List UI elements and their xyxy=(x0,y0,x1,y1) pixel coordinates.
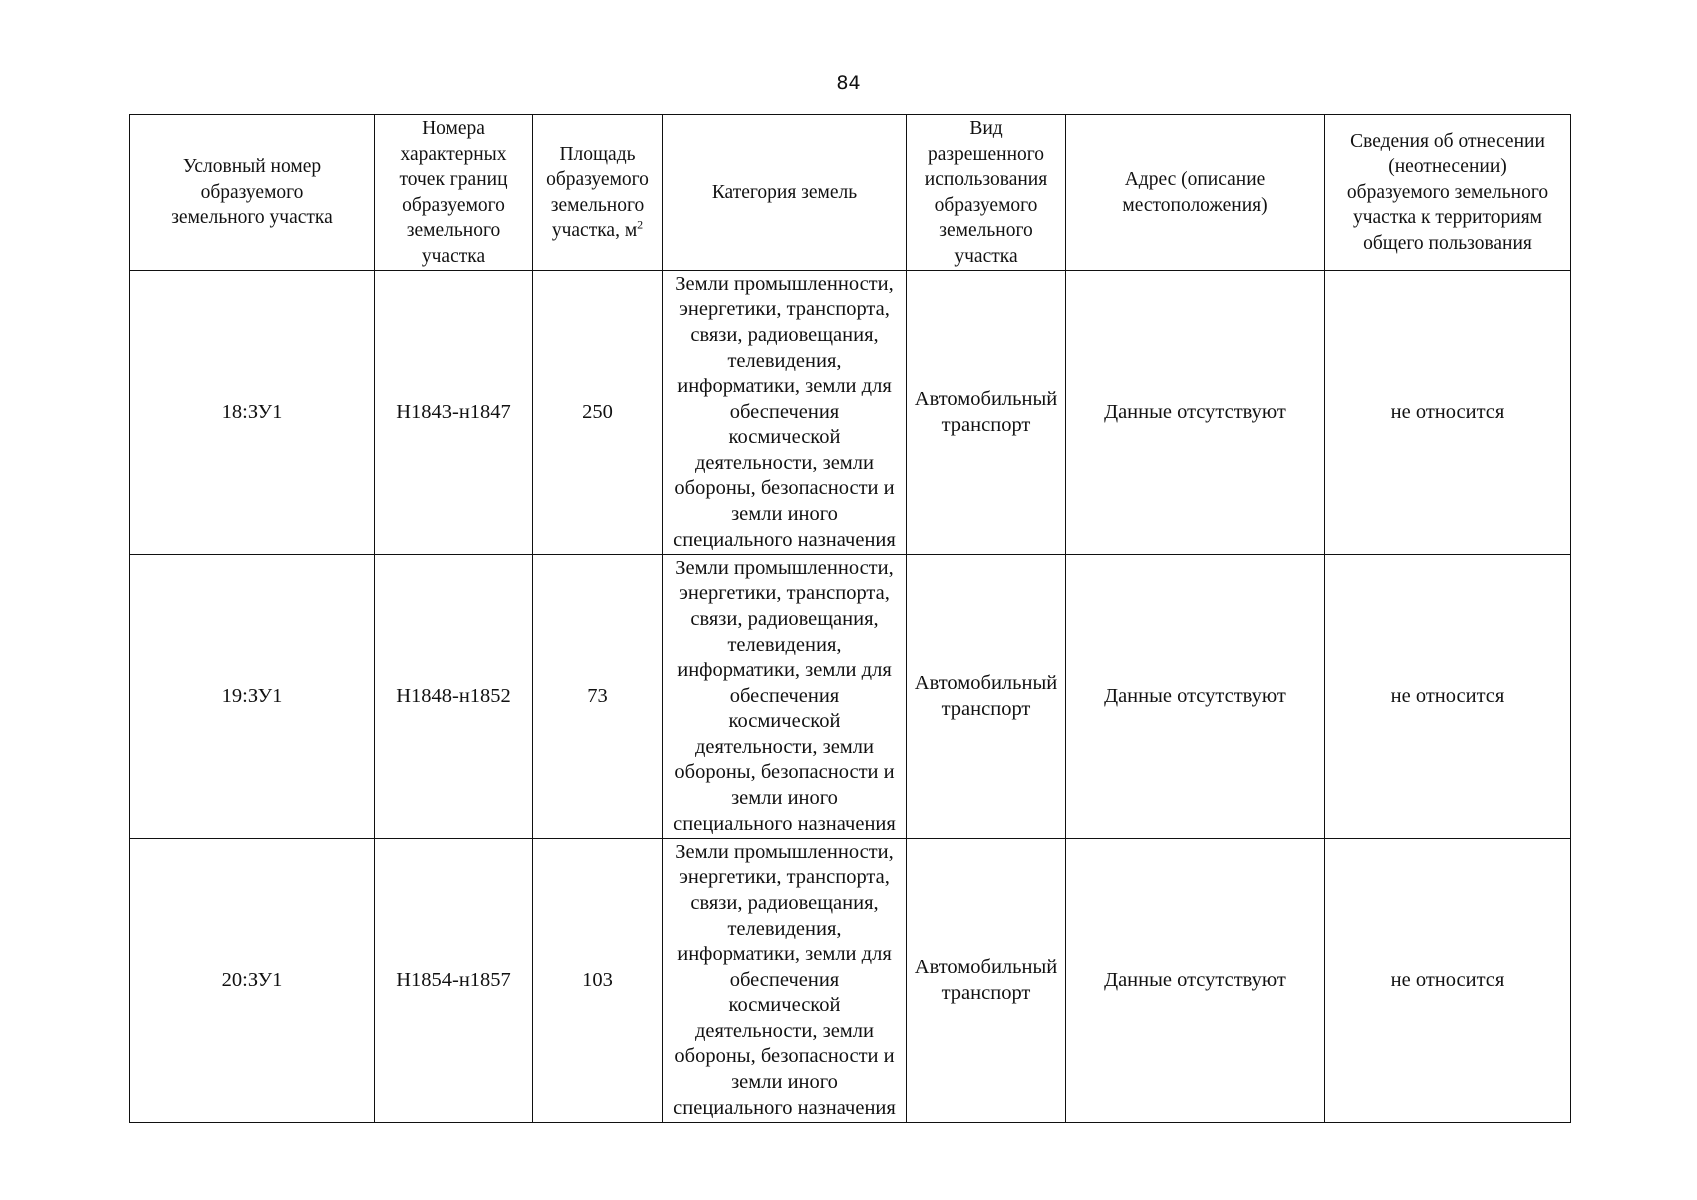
cell-area: 103 xyxy=(533,839,663,1123)
cell-plot-number: 19:ЗУ1 xyxy=(130,555,375,839)
header-permitted-use: Вид разрешенного использования образуемого земельного участка xyxy=(907,115,1066,271)
cell-public-use: не относится xyxy=(1325,555,1571,839)
cell-permitted-use: Автомобильный транспорт xyxy=(907,271,1066,555)
table-row xyxy=(130,839,1571,1123)
header-address: Адрес (описание местоположения) xyxy=(1066,115,1325,271)
table-row xyxy=(130,271,1571,555)
header-plot-number: Условный номер образуемого земельного участка xyxy=(130,115,375,271)
cell-address: Данные отсутствуют xyxy=(1066,839,1325,1123)
header-row xyxy=(130,115,1571,271)
cell-public-use: не относится xyxy=(1325,271,1571,555)
cell-permitted-use: Автомобильный транспорт xyxy=(907,555,1066,839)
cell-boundary-points: Н1848-н1852 xyxy=(375,555,533,839)
cell-land-category: Земли промышленности, энергетики, транспорта, связи, радиовещания, телевидения, информатики, земли для обеспечения космической деятельности, земли обороны, безопасности и земли иного специального назначения xyxy=(663,555,907,839)
cell-area: 73 xyxy=(533,555,663,839)
cell-boundary-points: Н1843-н1847 xyxy=(375,271,533,555)
cell-permitted-use: Автомобильный транспорт xyxy=(907,839,1066,1123)
cell-boundary-points: Н1854-н1857 xyxy=(375,839,533,1123)
cell-plot-number: 18:ЗУ1 xyxy=(130,271,375,555)
header-public-use: Сведения об отнесении (неотнесении) образуемого земельного участка к территориям общего пользования xyxy=(1325,115,1571,271)
cell-address: Данные отсутствуют xyxy=(1066,555,1325,839)
header-boundary-points: Номера характерных точек границ образуемого земельного участка xyxy=(375,115,533,271)
cell-area: 250 xyxy=(533,271,663,555)
page-number: 84 xyxy=(836,72,861,94)
cell-address: Данные отсутствуют xyxy=(1066,271,1325,555)
cell-public-use: не относится xyxy=(1325,839,1571,1123)
cell-land-category: Земли промышленности, энергетики, транспорта, связи, радиовещания, телевидения, информатики, земли для обеспечения космической деятельности, земли обороны, безопасности и земли иного специального назначения xyxy=(663,839,907,1123)
header-area: Площадь образуемого земельного участка, $м^2$ xyxy=(533,115,663,271)
area-unit-superscript: 2 xyxy=(637,217,644,232)
cell-land-category: Земли промышленности, энергетики, транспорта, связи, радиовещания, телевидения, информатики, земли для обеспечения космической деятельности, земли обороны, безопасности и земли иного специального назначения xyxy=(663,271,907,555)
header-land-category: Категория земель xyxy=(663,115,907,271)
cell-plot-number: 20:ЗУ1 xyxy=(130,839,375,1123)
land-plots-table xyxy=(129,114,1571,1123)
table-row xyxy=(130,555,1571,839)
